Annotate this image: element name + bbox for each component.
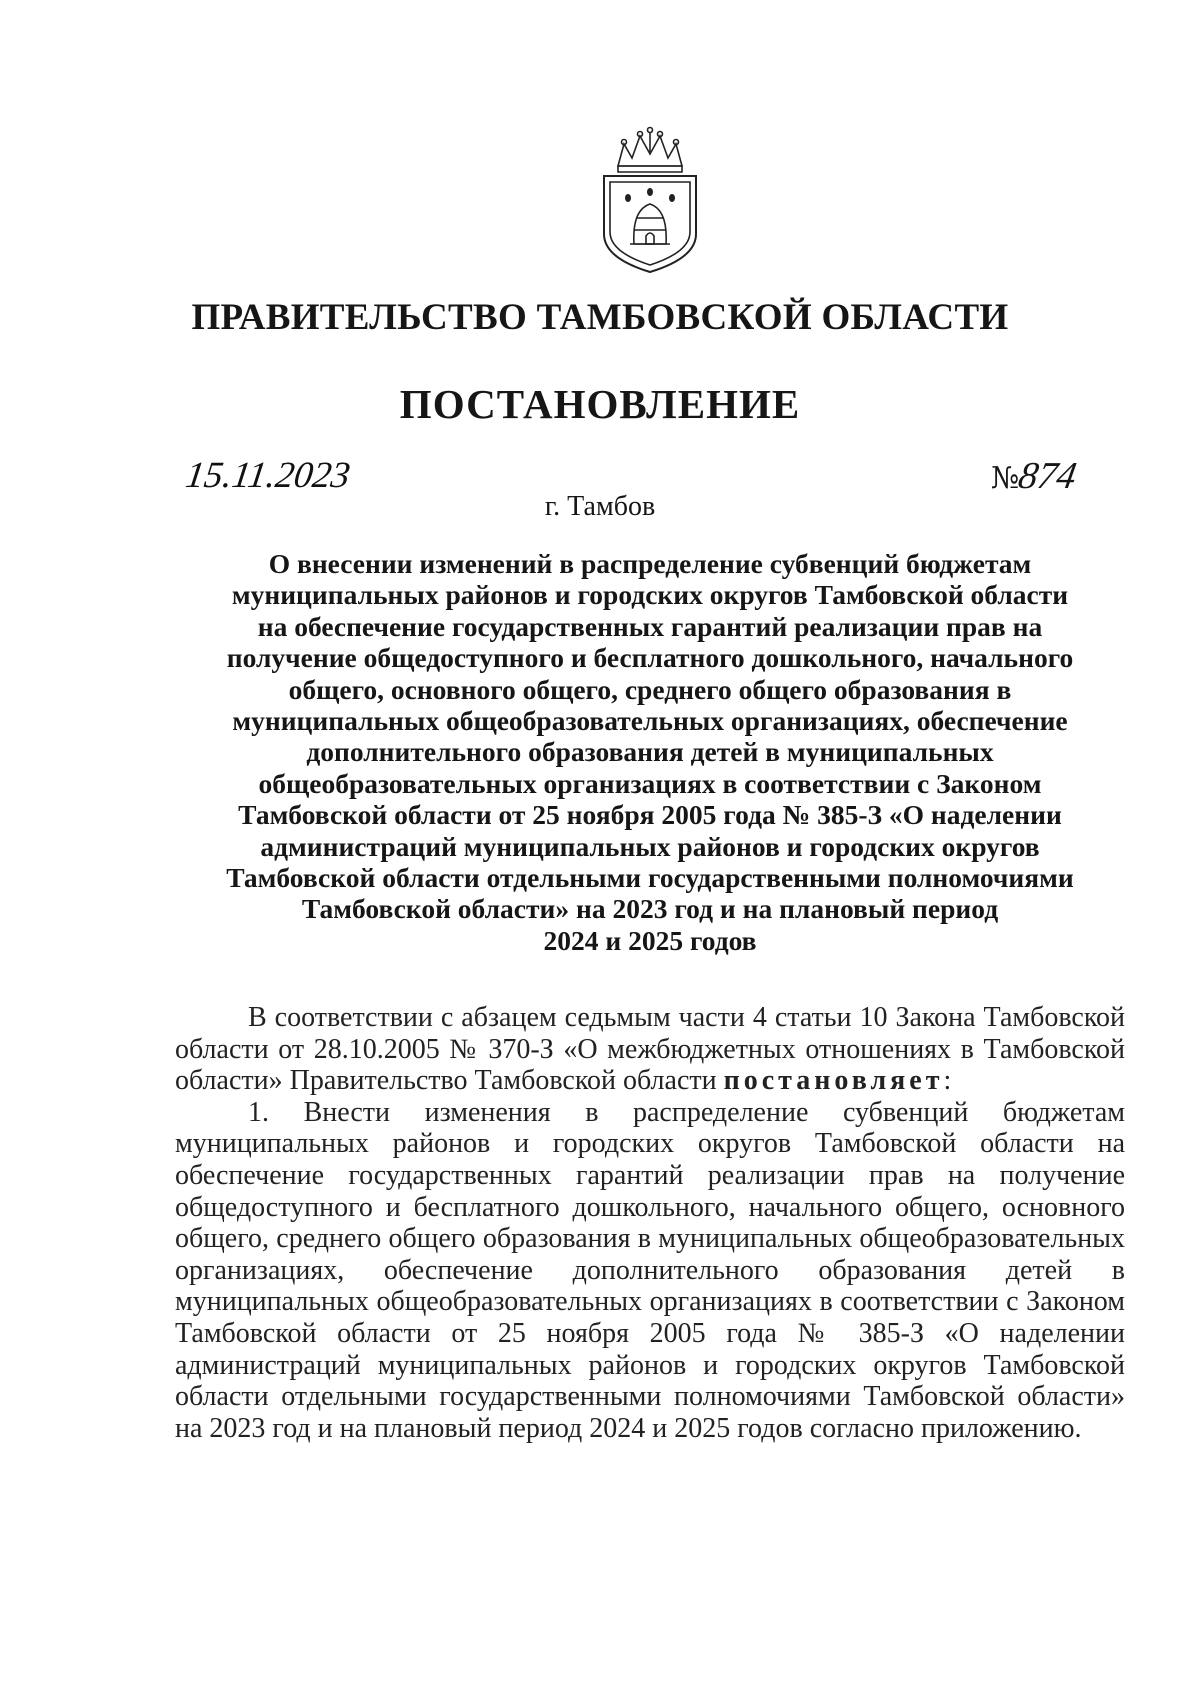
tambov-coat-of-arms-icon	[590, 126, 710, 276]
item-1-paragraph: 1. Внести изменения в распределение субвенций бюджетам муниципальных районов и городских округов Тамбовской области на обеспечение государственных гарантий реализации прав на получение общедоступного и бесплатного дошкольного, начального общего, основного общего, среднего общего образования в муниципальных общеобразовательных организациях, обеспечение дополнительного образования детей в муниципальных общеобразовательных организациях в соответствии с Законом Тамбовской области от 25 ноября 2005 года № 385-З «О наделении администраций муниципальных районов и городских округов Тамбовской области отдельными государственными полномочиями Тамбовской области» на 2023 год и на плановый период 2024 и 2025 годов согласно приложению.	[175, 1096, 1125, 1444]
title-line: дополнительного образования детей в муниципальных	[306, 736, 994, 768]
decree-word: постановляет	[723, 1065, 944, 1097]
preamble-paragraph	[175, 1002, 1125, 1097]
document-type: ПОСТАНОВЛЕНИЕ	[399, 381, 801, 427]
document-title	[180, 548, 1120, 956]
number-sign: №	[991, 461, 1020, 496]
title-line: Тамбовской области» на 2023 год и на плановый период	[301, 893, 999, 925]
title-line: О внесении изменений в распределение субвенций бюджетам	[268, 548, 1032, 579]
title-line: 2024 и 2025 годов	[543, 924, 757, 956]
document-body	[175, 1002, 1125, 1444]
number-value: 874	[1015, 455, 1081, 497]
decree-colon: :	[943, 1065, 952, 1097]
title-line: общего, основного общего, среднего общего образования в	[288, 673, 1012, 705]
title-line: администраций муниципальных районов и городских округов	[260, 830, 1040, 862]
title-line: Тамбовской области от 25 ноября 2005 года № 385-З «О наделении	[238, 799, 1062, 831]
preamble-text: В соответствии с абзацем седьмым части 4 статьи 10 Закона Тамбовской области от 28.10.2005 № 370-З «О межбюджетных отношениях в Тамбовской области» Правительство Тамбовской области	[175, 1002, 1125, 1097]
document-date: 15.11.2023	[183, 455, 353, 496]
title-line: получение общедоступного и бесплатного дошкольного, начального	[226, 642, 1074, 674]
title-line: Тамбовской области отдельными государственными полномочиями	[226, 862, 1074, 894]
title-line: на обеспечение государственных гарантий реализации прав на	[257, 610, 1043, 642]
city: г. Тамбов	[544, 491, 656, 522]
title-line: муниципальных общеобразовательных организациях, обеспечение	[232, 705, 1068, 737]
title-line: общеобразовательных организациях в соответствии с Законом	[258, 767, 1042, 799]
organization-name: ПРАВИТЕЛЬСТВО ТАМБОВСКОЙ ОБЛАСТИ	[191, 297, 1009, 338]
title-line: муниципальных районов и городских округов Тамбовской области	[231, 579, 1069, 611]
